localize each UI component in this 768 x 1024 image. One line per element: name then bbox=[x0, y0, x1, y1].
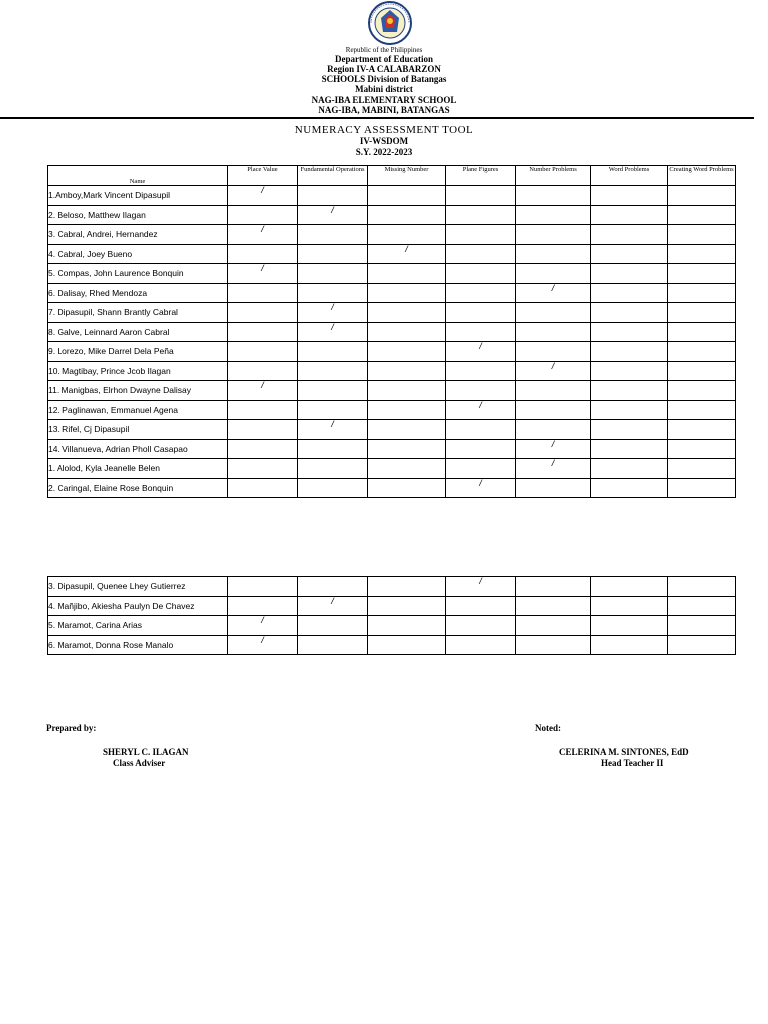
assessment-table-continued bbox=[47, 576, 736, 655]
empty-cell bbox=[446, 420, 516, 440]
table-row bbox=[48, 577, 736, 597]
school-name: NAG-IBA ELEMENTARY SCHOOL bbox=[311, 95, 457, 105]
empty-cell bbox=[446, 264, 516, 284]
student-name: 5. Compas, John Laurence Bonquin bbox=[48, 264, 228, 284]
check-mark: / bbox=[516, 459, 591, 479]
empty-cell bbox=[298, 400, 368, 420]
empty-cell bbox=[298, 381, 368, 401]
empty-cell bbox=[591, 439, 668, 459]
check-mark: / bbox=[446, 478, 516, 498]
empty-cell bbox=[591, 381, 668, 401]
empty-cell bbox=[668, 420, 736, 440]
empty-cell bbox=[298, 361, 368, 381]
empty-cell bbox=[446, 303, 516, 323]
column-header-fundamental-operations: Fundamental Operations bbox=[298, 166, 368, 186]
table-row bbox=[48, 264, 736, 284]
check-mark: / bbox=[228, 381, 298, 401]
empty-cell bbox=[516, 225, 591, 245]
student-name: 3. Dipasupil, Quenee Lhey Gutierrez bbox=[48, 577, 228, 597]
empty-cell bbox=[516, 478, 591, 498]
empty-cell bbox=[446, 381, 516, 401]
table-row bbox=[48, 342, 736, 362]
empty-cell bbox=[516, 244, 591, 264]
preparer-name: SHERYL C. ILAGAN bbox=[103, 747, 189, 757]
empty-cell bbox=[228, 478, 298, 498]
empty-cell bbox=[668, 459, 736, 479]
empty-cell bbox=[516, 205, 591, 225]
noter-name: CELERINA M. SINTONES, EdD bbox=[559, 747, 689, 757]
empty-cell bbox=[298, 225, 368, 245]
column-header-number-problems: Number Problems bbox=[516, 166, 591, 186]
table-row bbox=[48, 616, 736, 636]
empty-cell bbox=[516, 616, 591, 636]
empty-cell bbox=[228, 361, 298, 381]
empty-cell bbox=[668, 361, 736, 381]
empty-cell bbox=[228, 322, 298, 342]
empty-cell bbox=[668, 322, 736, 342]
empty-cell bbox=[228, 205, 298, 225]
empty-cell bbox=[591, 577, 668, 597]
empty-cell bbox=[298, 439, 368, 459]
empty-cell bbox=[368, 459, 446, 479]
empty-cell bbox=[668, 616, 736, 636]
noted-label: Noted: bbox=[535, 723, 561, 733]
empty-cell bbox=[668, 342, 736, 362]
empty-cell bbox=[298, 244, 368, 264]
empty-cell bbox=[446, 322, 516, 342]
empty-cell bbox=[591, 420, 668, 440]
empty-cell bbox=[516, 381, 591, 401]
assessment-table bbox=[47, 165, 736, 498]
empty-cell bbox=[368, 439, 446, 459]
table-row bbox=[48, 186, 736, 206]
empty-cell bbox=[446, 361, 516, 381]
empty-cell bbox=[298, 616, 368, 636]
column-header-place-value: Place Value bbox=[228, 166, 298, 186]
table-row bbox=[48, 596, 736, 616]
preparer-title: Class Adviser bbox=[113, 758, 166, 768]
table-header-row bbox=[48, 166, 736, 186]
empty-cell bbox=[446, 186, 516, 206]
empty-cell bbox=[591, 478, 668, 498]
empty-cell bbox=[228, 244, 298, 264]
empty-cell bbox=[591, 342, 668, 362]
student-name: 4. Mañjibo, Akiesha Paulyn De Chavez bbox=[48, 596, 228, 616]
empty-cell bbox=[668, 439, 736, 459]
empty-cell bbox=[668, 577, 736, 597]
column-header-word-problems: Word Problems bbox=[591, 166, 668, 186]
empty-cell bbox=[228, 400, 298, 420]
empty-cell bbox=[516, 400, 591, 420]
table-row bbox=[48, 400, 736, 420]
student-name: 9. Lorezo, Mike Darrel Dela Peña bbox=[48, 342, 228, 362]
empty-cell bbox=[368, 420, 446, 440]
student-name: 2. Caringal, Elaine Rose Bonquin bbox=[48, 478, 228, 498]
table-row bbox=[48, 322, 736, 342]
empty-cell bbox=[368, 205, 446, 225]
empty-cell bbox=[668, 635, 736, 655]
empty-cell bbox=[368, 322, 446, 342]
student-name: 1.Amboy,Mark Vincent Dipasupil bbox=[48, 186, 228, 206]
table-row bbox=[48, 225, 736, 245]
column-header-plane-figures: Plane Figures bbox=[446, 166, 516, 186]
empty-cell bbox=[668, 400, 736, 420]
empty-cell bbox=[446, 244, 516, 264]
empty-cell bbox=[368, 303, 446, 323]
empty-cell bbox=[668, 186, 736, 206]
empty-cell bbox=[516, 596, 591, 616]
empty-cell bbox=[516, 264, 591, 284]
student-name: 5. Maramot, Carina Arias bbox=[48, 616, 228, 636]
empty-cell bbox=[368, 577, 446, 597]
empty-cell bbox=[516, 342, 591, 362]
empty-cell bbox=[668, 244, 736, 264]
empty-cell bbox=[368, 283, 446, 303]
department-line: Department of Education bbox=[335, 54, 433, 64]
check-mark: / bbox=[228, 264, 298, 284]
empty-cell bbox=[446, 225, 516, 245]
empty-cell bbox=[446, 635, 516, 655]
empty-cell bbox=[368, 361, 446, 381]
empty-cell bbox=[591, 400, 668, 420]
student-name: 11. Manigbas, Elrhon Dwayne Dalisay bbox=[48, 381, 228, 401]
check-mark: / bbox=[446, 342, 516, 362]
empty-cell bbox=[228, 283, 298, 303]
empty-cell bbox=[591, 205, 668, 225]
empty-cell bbox=[368, 400, 446, 420]
student-name: 3. Cabral, Andrei, Hernandez bbox=[48, 225, 228, 245]
empty-cell bbox=[591, 225, 668, 245]
empty-cell bbox=[298, 342, 368, 362]
empty-cell bbox=[446, 459, 516, 479]
class-section: IV-WSDOM bbox=[359, 136, 409, 146]
check-mark: / bbox=[516, 439, 591, 459]
table-row bbox=[48, 361, 736, 381]
student-name: 13. Rifel, Cj Dipasupil bbox=[48, 420, 228, 440]
empty-cell bbox=[516, 303, 591, 323]
student-name: 6. Dalisay, Rhed Mendoza bbox=[48, 283, 228, 303]
table-row bbox=[48, 244, 736, 264]
check-mark: / bbox=[228, 225, 298, 245]
student-name: 1. Alolod, Kyla Jeanelle Belen bbox=[48, 459, 228, 479]
empty-cell bbox=[298, 186, 368, 206]
empty-cell bbox=[368, 596, 446, 616]
check-mark: / bbox=[516, 283, 591, 303]
check-mark: / bbox=[228, 186, 298, 206]
table-row bbox=[48, 420, 736, 440]
table-row bbox=[48, 635, 736, 655]
empty-cell bbox=[591, 303, 668, 323]
check-mark: / bbox=[298, 322, 368, 342]
student-name: 8. Galve, Leinnard Aaron Cabral bbox=[48, 322, 228, 342]
empty-cell bbox=[446, 439, 516, 459]
empty-cell bbox=[228, 459, 298, 479]
empty-cell bbox=[591, 361, 668, 381]
empty-cell bbox=[298, 478, 368, 498]
empty-cell bbox=[591, 244, 668, 264]
empty-cell bbox=[591, 283, 668, 303]
empty-cell bbox=[668, 225, 736, 245]
empty-cell bbox=[368, 381, 446, 401]
empty-cell bbox=[228, 303, 298, 323]
column-header-name: Name bbox=[48, 166, 228, 186]
empty-cell bbox=[591, 635, 668, 655]
empty-cell bbox=[298, 459, 368, 479]
empty-cell bbox=[298, 577, 368, 597]
empty-cell bbox=[516, 186, 591, 206]
check-mark: / bbox=[516, 361, 591, 381]
empty-cell bbox=[668, 381, 736, 401]
empty-cell bbox=[591, 322, 668, 342]
student-name: 10. Magtibay, Prince Jcob Ilagan bbox=[48, 361, 228, 381]
empty-cell bbox=[446, 616, 516, 636]
table-row bbox=[48, 205, 736, 225]
empty-cell bbox=[368, 342, 446, 362]
empty-cell bbox=[516, 577, 591, 597]
empty-cell bbox=[446, 596, 516, 616]
student-name: 6. Maramot, Donna Rose Manalo bbox=[48, 635, 228, 655]
student-name: 12. Paglinawan, Emmanuel Agena bbox=[48, 400, 228, 420]
empty-cell bbox=[228, 439, 298, 459]
empty-cell bbox=[516, 322, 591, 342]
check-mark: / bbox=[446, 400, 516, 420]
check-mark: / bbox=[228, 635, 298, 655]
empty-cell bbox=[368, 225, 446, 245]
empty-cell bbox=[368, 186, 446, 206]
empty-cell bbox=[668, 478, 736, 498]
empty-cell bbox=[591, 459, 668, 479]
empty-cell bbox=[668, 303, 736, 323]
empty-cell bbox=[298, 635, 368, 655]
table-row bbox=[48, 303, 736, 323]
check-mark: / bbox=[298, 596, 368, 616]
empty-cell bbox=[298, 283, 368, 303]
empty-cell bbox=[516, 420, 591, 440]
student-name: 14. Villanueva, Adrian Pholl Casapao bbox=[48, 439, 228, 459]
table-row bbox=[48, 459, 736, 479]
empty-cell bbox=[668, 205, 736, 225]
empty-cell bbox=[668, 283, 736, 303]
header-divider bbox=[0, 117, 754, 119]
document-title: NUMERACY ASSESSMENT TOOL bbox=[294, 124, 474, 136]
region-line: Region IV-A CALABARZON bbox=[327, 64, 441, 74]
student-name: 7. Dipasupil, Shann Brantly Cabral bbox=[48, 303, 228, 323]
check-mark: / bbox=[228, 616, 298, 636]
empty-cell bbox=[228, 342, 298, 362]
table-row bbox=[48, 439, 736, 459]
student-name: 2. Beloso, Matthew Ilagan bbox=[48, 205, 228, 225]
check-mark: / bbox=[446, 577, 516, 597]
empty-cell bbox=[368, 264, 446, 284]
empty-cell bbox=[228, 596, 298, 616]
empty-cell bbox=[591, 186, 668, 206]
empty-cell bbox=[368, 478, 446, 498]
empty-cell bbox=[516, 635, 591, 655]
empty-cell bbox=[446, 283, 516, 303]
empty-cell bbox=[228, 577, 298, 597]
school-address: NAG-IBA, MABINI, BATANGAS bbox=[318, 105, 450, 115]
empty-cell bbox=[591, 264, 668, 284]
prepared-by-label: Prepared by: bbox=[46, 723, 97, 733]
check-mark: / bbox=[298, 205, 368, 225]
column-header-missing-number: Missing Number bbox=[368, 166, 446, 186]
noter-title: Head Teacher II bbox=[601, 758, 664, 768]
table-row bbox=[48, 478, 736, 498]
column-header-creating-word-problems: Creating Word Problems bbox=[668, 166, 736, 186]
empty-cell bbox=[298, 264, 368, 284]
division-line: SCHOOLS Division of Batangas bbox=[321, 74, 447, 84]
empty-cell bbox=[668, 264, 736, 284]
district-line: Mabini district bbox=[355, 84, 413, 94]
school-year: S.Y. 2022-2023 bbox=[355, 147, 413, 157]
empty-cell bbox=[368, 616, 446, 636]
empty-cell bbox=[591, 616, 668, 636]
check-mark: / bbox=[368, 244, 446, 264]
table-row bbox=[48, 283, 736, 303]
empty-cell bbox=[668, 596, 736, 616]
table-row bbox=[48, 381, 736, 401]
empty-cell bbox=[591, 596, 668, 616]
check-mark: / bbox=[298, 303, 368, 323]
deped-seal-logo bbox=[361, 0, 419, 46]
empty-cell bbox=[446, 205, 516, 225]
check-mark: / bbox=[298, 420, 368, 440]
empty-cell bbox=[368, 635, 446, 655]
student-name: 4. Cabral, Joey Bueno bbox=[48, 244, 228, 264]
empty-cell bbox=[228, 420, 298, 440]
republic-line: Republic of the Philippines bbox=[345, 46, 423, 54]
